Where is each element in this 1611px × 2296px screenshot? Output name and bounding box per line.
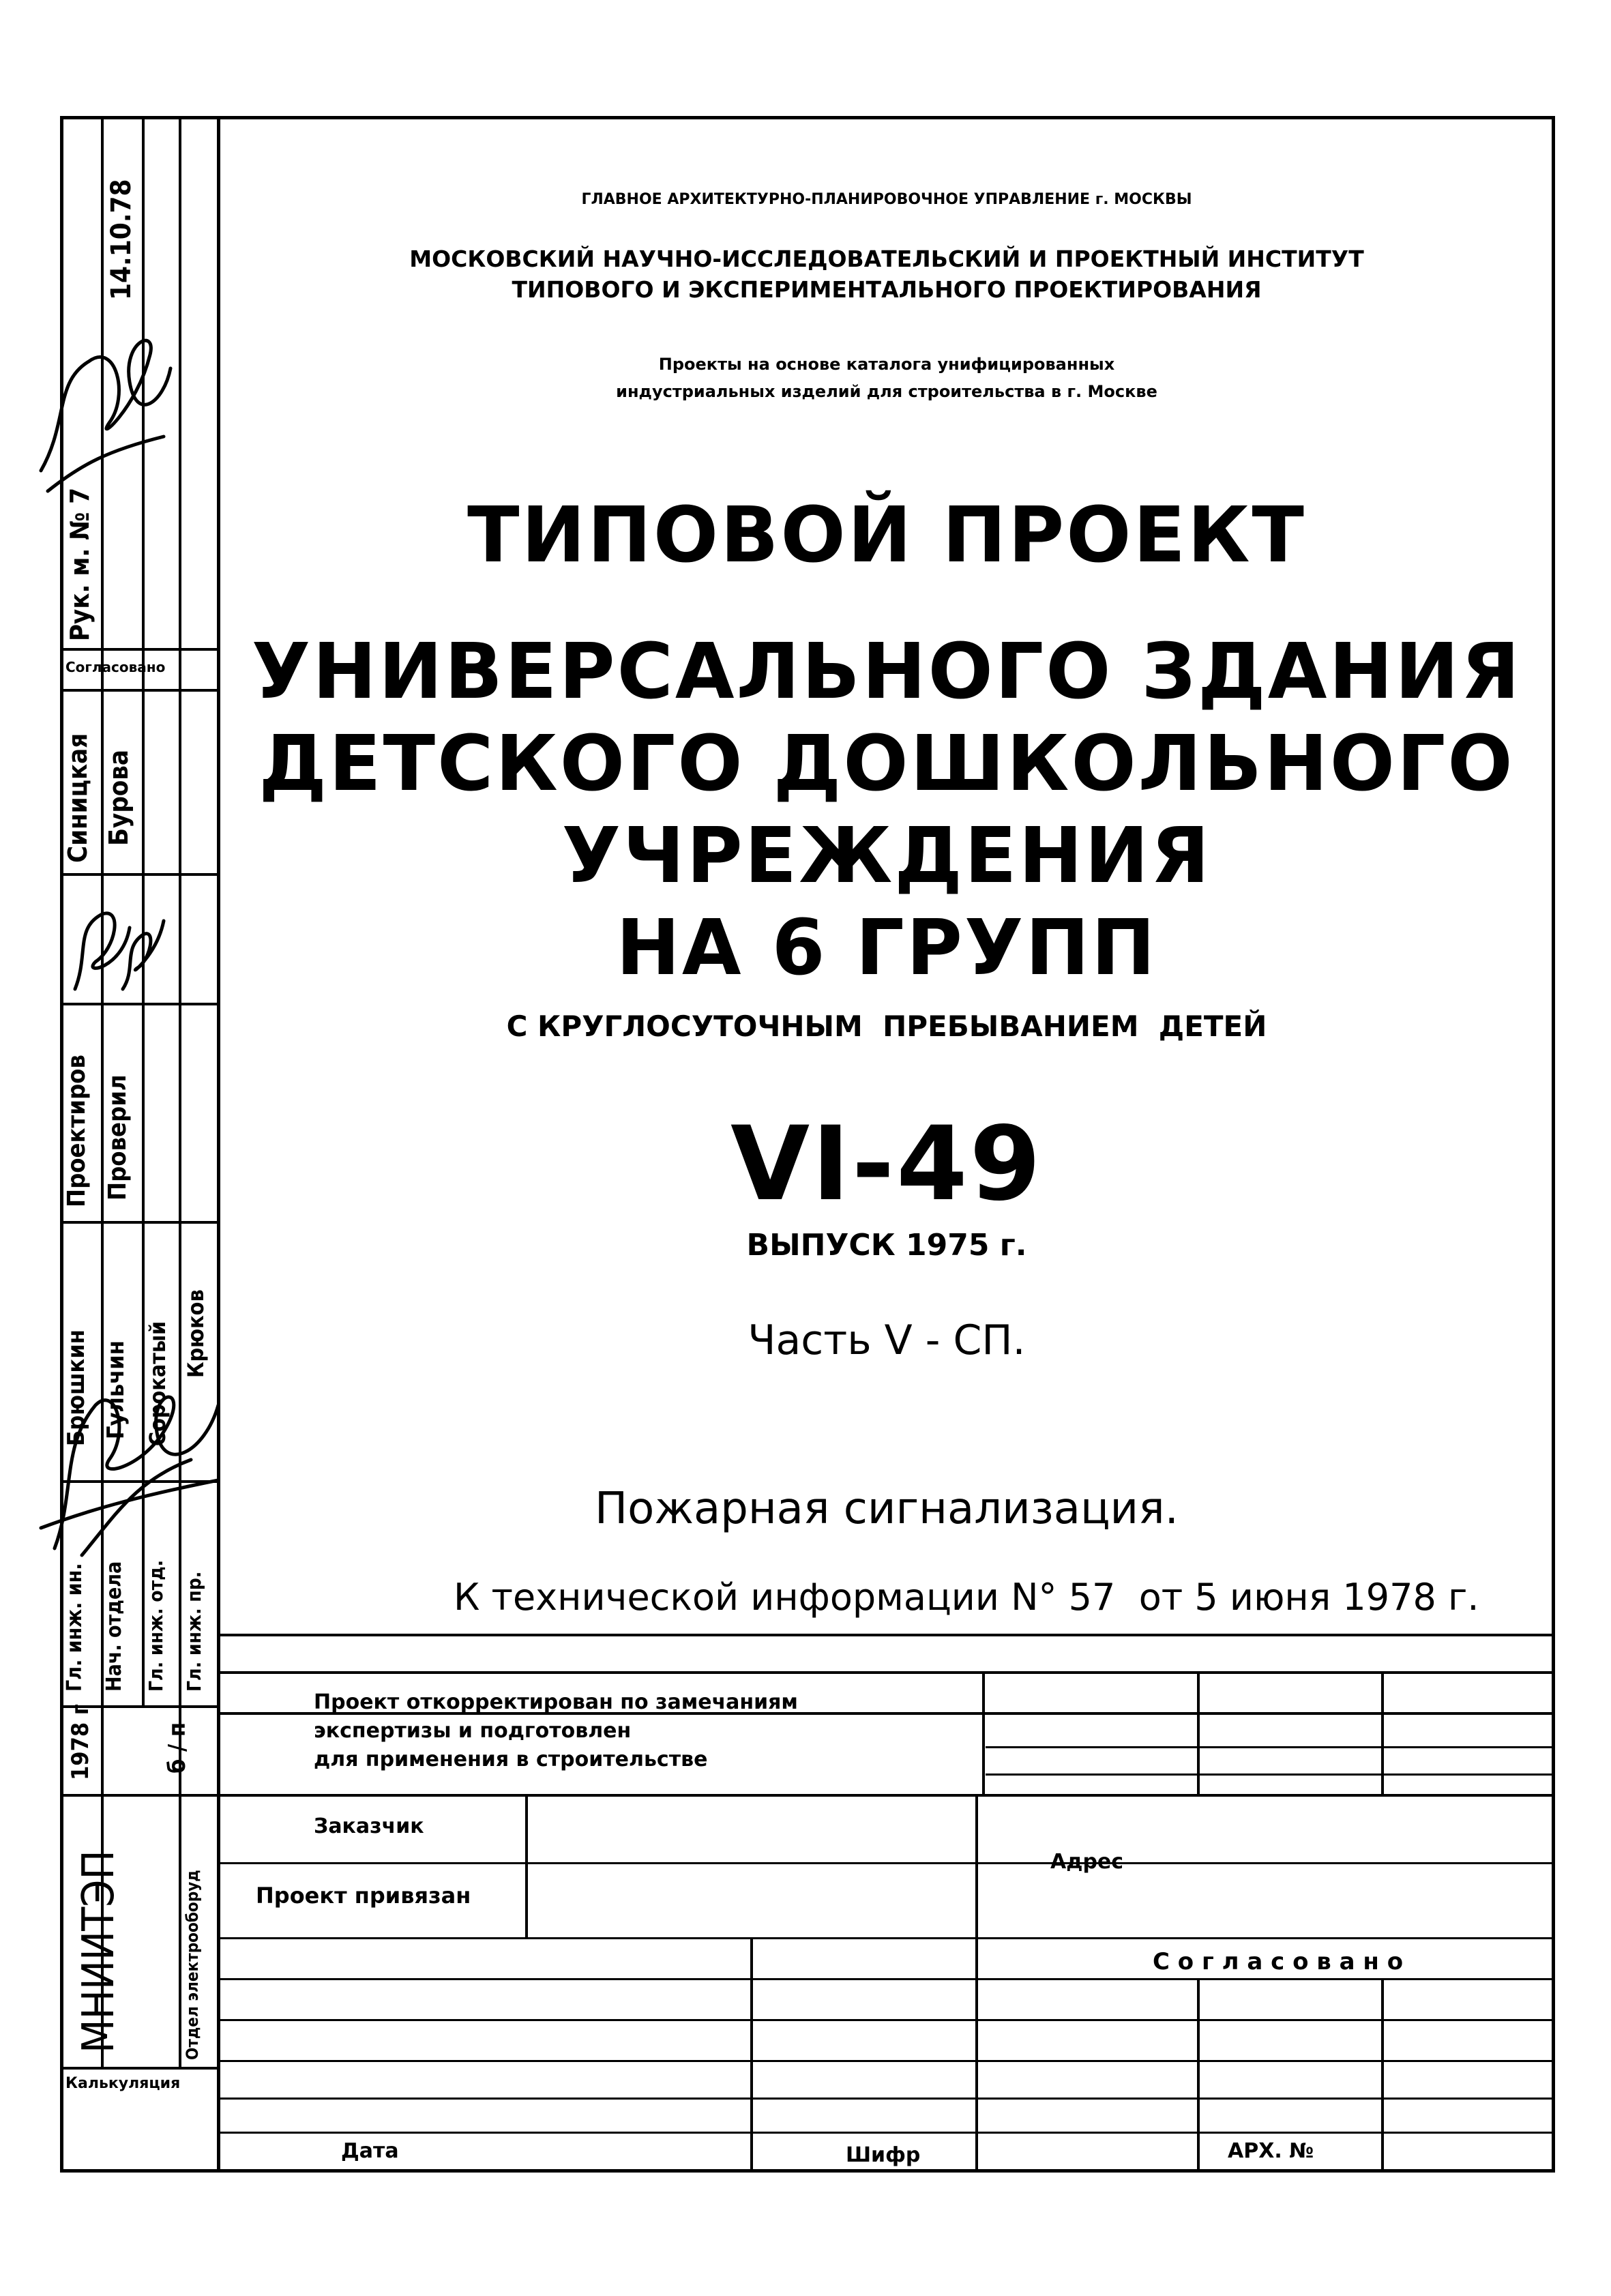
strip-proektiroval: Проектиров: [63, 1055, 91, 1207]
table-hline-1: [217, 1671, 1555, 1674]
table-vline-address: [975, 1794, 978, 1937]
table-vline-lower-4: [1381, 1978, 1384, 2169]
corrected-line1: Проект откорректирован по замечаниям: [314, 1690, 798, 1714]
strip-proveril: Проверил: [104, 1074, 132, 1201]
table-vline-lower-2: [975, 1937, 978, 2169]
table-hline-8: [217, 2060, 1555, 2062]
header-institute-line1: МОСКОВСКИЙ НАУЧНО-ИССЛЕДОВАТЕЛЬСКИЙ И ПРОЕКТНЫЙ ИНСТИТУТ: [409, 246, 1364, 272]
table-vline-customer: [525, 1794, 528, 1937]
table-hline-corr-2: [986, 1773, 1555, 1776]
strip-hline-soglasovano-top: [60, 648, 218, 651]
strip-hline-7: [60, 2067, 218, 2070]
strip-chief-eng-dept: Гл. инж. отд.: [145, 1559, 167, 1692]
strip-hline-1: [60, 873, 218, 876]
strip-org: МНИИТЭП: [74, 1850, 124, 2053]
strip-name-1: Брюшкин: [63, 1329, 90, 1446]
strip-chief-eng-pr: Гл. инж. пр.: [183, 1571, 205, 1692]
customer-label: Заказчик: [314, 1814, 424, 1838]
strip-chief-eng: Гл. инж. ин.: [63, 1563, 87, 1692]
title-line3: ДЕТСКОГО ДОШКОЛЬНОГО: [258, 720, 1515, 808]
corrected-line3: для применения в строительстве: [314, 1748, 708, 1771]
strip-sheet: б / п: [164, 1722, 191, 1773]
strip-dept: Отдел электрооборуд: [183, 1870, 202, 2060]
topic-label: Пожарная сигнализация.: [595, 1484, 1179, 1534]
part-label: Часть V - СП.: [748, 1316, 1026, 1364]
bound-project-label: Проект привязан: [256, 1883, 471, 1909]
table-hline-6: [217, 1978, 1555, 1980]
strip-name-4: Крюков: [183, 1289, 209, 1378]
cipher-label: Шифр: [846, 2143, 921, 2167]
header-catalog-line2: индустриальных изделий для строительства в г. Москве: [616, 382, 1157, 401]
title-line4: УЧРЕЖДЕНИЯ: [561, 812, 1212, 900]
strip-name-sinitskaya: Синицкая: [63, 733, 93, 863]
table-hline-9: [217, 2098, 1555, 2100]
table-hline-corr-1: [986, 1746, 1555, 1748]
arch-no-label: АРХ. №: [1228, 2139, 1314, 2163]
strip-name-burova: Бурова: [104, 750, 134, 846]
strip-name-3: Сорокатый: [145, 1321, 171, 1446]
title-line5: НА 6 ГРУПП: [616, 904, 1157, 992]
signature-burova: [102, 887, 177, 1003]
strip-hline-soglasovano-bottom: [60, 689, 218, 692]
strip-hline-2: [60, 1003, 218, 1005]
agreed-label: С о г л а с о в а н о: [1153, 1948, 1404, 1975]
project-code: VI-49: [730, 1105, 1043, 1224]
frame-top: [60, 116, 1555, 119]
table-hline-10: [217, 2132, 1555, 2134]
corrected-line2: экспертизы и подготовлен: [314, 1719, 632, 1743]
title-subtitle: С КРУГЛОСУТОЧНЫМ ПРЕБЫВАНИЕМ ДЕТЕЙ: [506, 1010, 1267, 1043]
strip-top-code: 14.10.78: [106, 179, 137, 300]
signature-top: [27, 300, 191, 505]
table-vline-lower-3: [1197, 1978, 1200, 2169]
table-vline-corr-3: [1381, 1671, 1384, 1794]
strip-year: 1978 г: [67, 1704, 94, 1780]
strip-kalkulyatsiya: Калькуляция: [65, 2075, 181, 2092]
signature-bottom: [14, 1323, 232, 1569]
title-line2: УНИВЕРСАЛЬНОГО ЗДАНИЯ: [251, 628, 1522, 716]
table-vline-corr-1: [982, 1671, 985, 1794]
header-agency: ГЛАВНОЕ АРХИТЕКТУРНО-ПЛАНИРОВОЧНОЕ УПРАВЛЕНИЕ г. МОСКВЫ: [581, 191, 1192, 208]
table-hline-0: [217, 1634, 1555, 1636]
table-vline-corr-2: [1197, 1671, 1200, 1794]
frame-bottom: [60, 2169, 1555, 2173]
issue-year: ВЫПУСК 1975 г.: [746, 1228, 1027, 1263]
title-line1: ТИПОВОЙ ПРОЕКТ: [467, 491, 1306, 580]
table-hline-5: [217, 1937, 1555, 1939]
table-hline-4: [217, 1862, 1555, 1864]
date-label: Дата: [341, 2139, 399, 2163]
address-label: Адрес: [1050, 1850, 1124, 1874]
header-catalog-line1: Проекты на основе каталога унифицированных: [658, 355, 1115, 374]
strip-role-ruk: Рук. м. № 7: [65, 487, 95, 641]
table-hline-3: [217, 1794, 1555, 1797]
strip-name-2: Гульчин: [102, 1340, 130, 1439]
reference-label: К технической информации N° 57 от 5 июня 1978 г.: [454, 1576, 1479, 1619]
strip-hline-3: [60, 1221, 218, 1224]
table-vline-lower-1: [750, 1937, 753, 2169]
strip-head-dept: Нач. отдела: [102, 1561, 126, 1692]
table-hline-7: [217, 2019, 1555, 2021]
header-institute-line2: ТИПОВОГО И ЭКСПЕРИМЕНТАЛЬНОГО ПРОЕКТИРОВАНИЯ: [512, 276, 1262, 303]
strip-hline-6: [60, 1794, 218, 1797]
strip-soglasovano: Согласовано: [65, 659, 166, 675]
